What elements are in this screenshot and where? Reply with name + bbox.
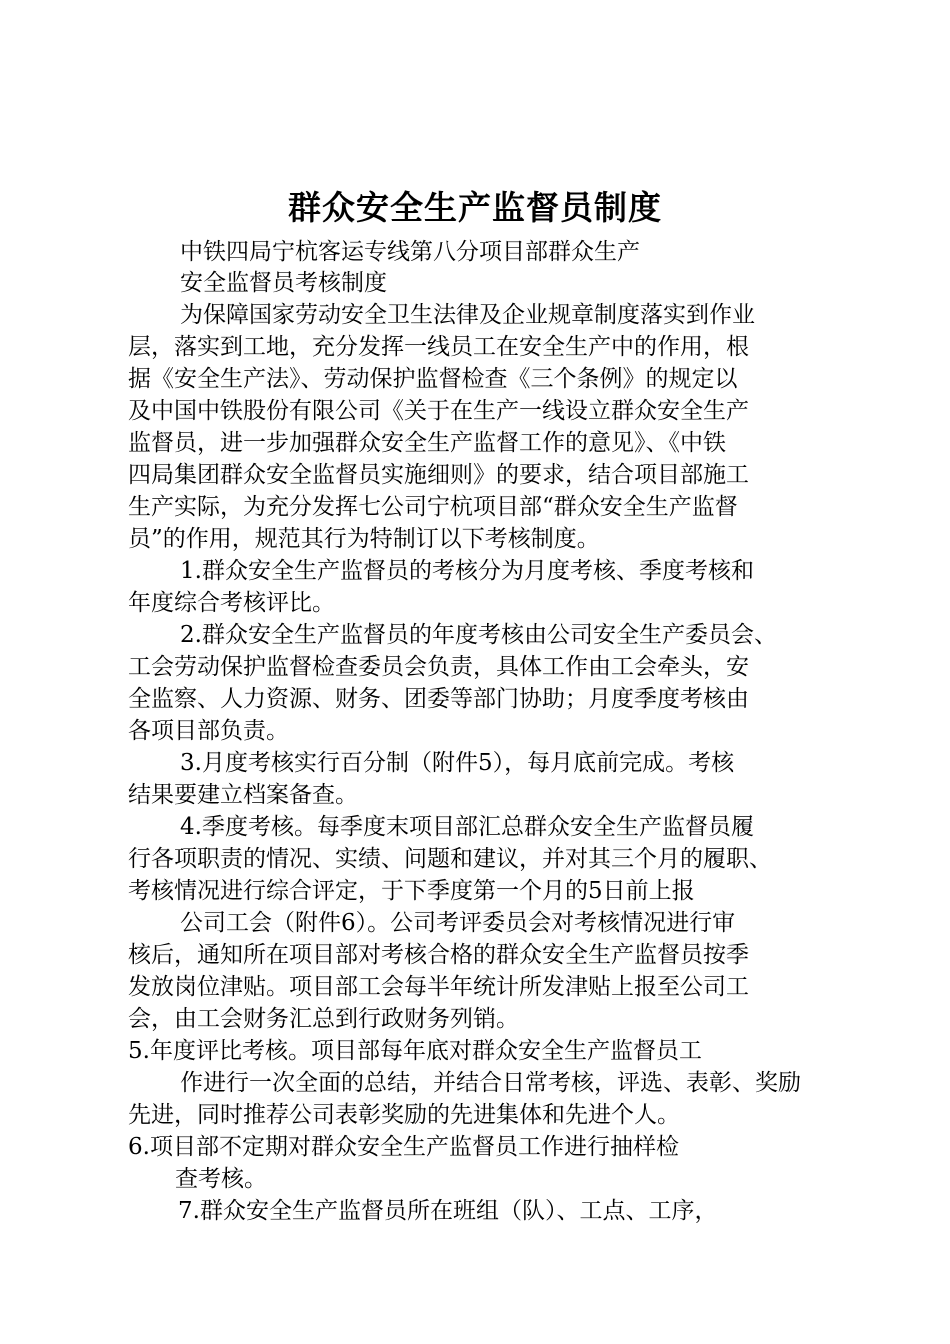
body-line: 3.月度考核实行百分制（附件5），每月底前完成。考核 <box>180 750 735 776</box>
body-line: 4.季度考核。每季度末项目部汇总群众安全生产监督员履 <box>180 814 754 840</box>
body-line: 生产实际，为充分发挥七公司宁杭项目部“群众安全生产监督 <box>128 494 738 520</box>
body-line: 年度综合考核评比。 <box>128 590 335 616</box>
body-line: 行各项职责的情况、实绩、问题和建议，并对其三个月的履职、 <box>128 846 772 872</box>
body-line: 层，落实到工地，充分发挥一线员工在安全生产中的作用，根 <box>128 334 749 360</box>
body-line: 6.项目部不定期对群众安全生产监督员工作进行抽样检 <box>128 1134 679 1160</box>
body-line: 先进，同时推荐公司表彰奖励的先进集体和先进个人。 <box>128 1102 680 1128</box>
body-line: 全监察、人力资源、财务、团委等部门协助；月度季度考核由 <box>128 686 749 712</box>
body-line: 各项目部负责。 <box>128 718 289 744</box>
body-line: 查考核。 <box>175 1166 267 1192</box>
body-line: 核后，通知所在项目部对考核合格的群众安全生产监督员按季 <box>128 942 749 968</box>
body-line: 1.群众安全生产监督员的考核分为月度考核、季度考核和 <box>180 558 754 584</box>
body-line: 员”的作用，规范其行为特制订以下考核制度。 <box>128 526 600 552</box>
subtitle-line-1: 中铁四局宁杭客运专线第八分项目部群众生产 <box>180 239 640 265</box>
body-line: 5.年度评比考核。项目部每年底对群众安全生产监督员工 <box>128 1038 702 1064</box>
body-line: 监督员，进一步加强群众安全生产监督工作的意见》、《中铁 <box>128 430 726 456</box>
body-line: 工会劳动保护监督检查委员会负责，具体工作由工会牵头，安 <box>128 654 749 680</box>
body-line: 考核情况进行综合评定，于下季度第一个月的5日前上报 <box>128 878 695 904</box>
body-line: 为保障国家劳动安全卫生法律及企业规章制度落实到作业 <box>180 302 755 328</box>
body-line: 及中国中铁股份有限公司《关于在生产一线设立群众安全生产 <box>128 398 749 424</box>
body-line: 7.群众安全生产监督员所在班组（队）、工点、工序， <box>178 1198 718 1224</box>
body-line: 公司工会（附件6）。公司考评委员会对考核情况进行审 <box>180 910 736 936</box>
body-line: 四局集团群众安全监督员实施细则》的要求，结合项目部施工 <box>128 462 749 488</box>
document-title: 群众安全生产监督员制度 <box>288 188 662 227</box>
body-line: 据《安全生产法》、劳动保护监督检查《三个条例》的规定以 <box>128 366 738 392</box>
body-line: 作进行一次全面的总结，并结合日常考核，评选、表彰、奖励 <box>180 1070 801 1096</box>
body-line: 发放岗位津贴。项目部工会每半年统计所发津贴上报至公司工 <box>128 974 749 1000</box>
body-line: 结果要建立档案备查。 <box>128 782 358 808</box>
body-line: 会，由工会财务汇总到行政财务列销。 <box>128 1006 519 1032</box>
body-line: 2.群众安全生产监督员的年度考核由公司安全生产委员会、 <box>180 622 777 648</box>
subtitle-line-2: 安全监督员考核制度 <box>180 270 387 296</box>
